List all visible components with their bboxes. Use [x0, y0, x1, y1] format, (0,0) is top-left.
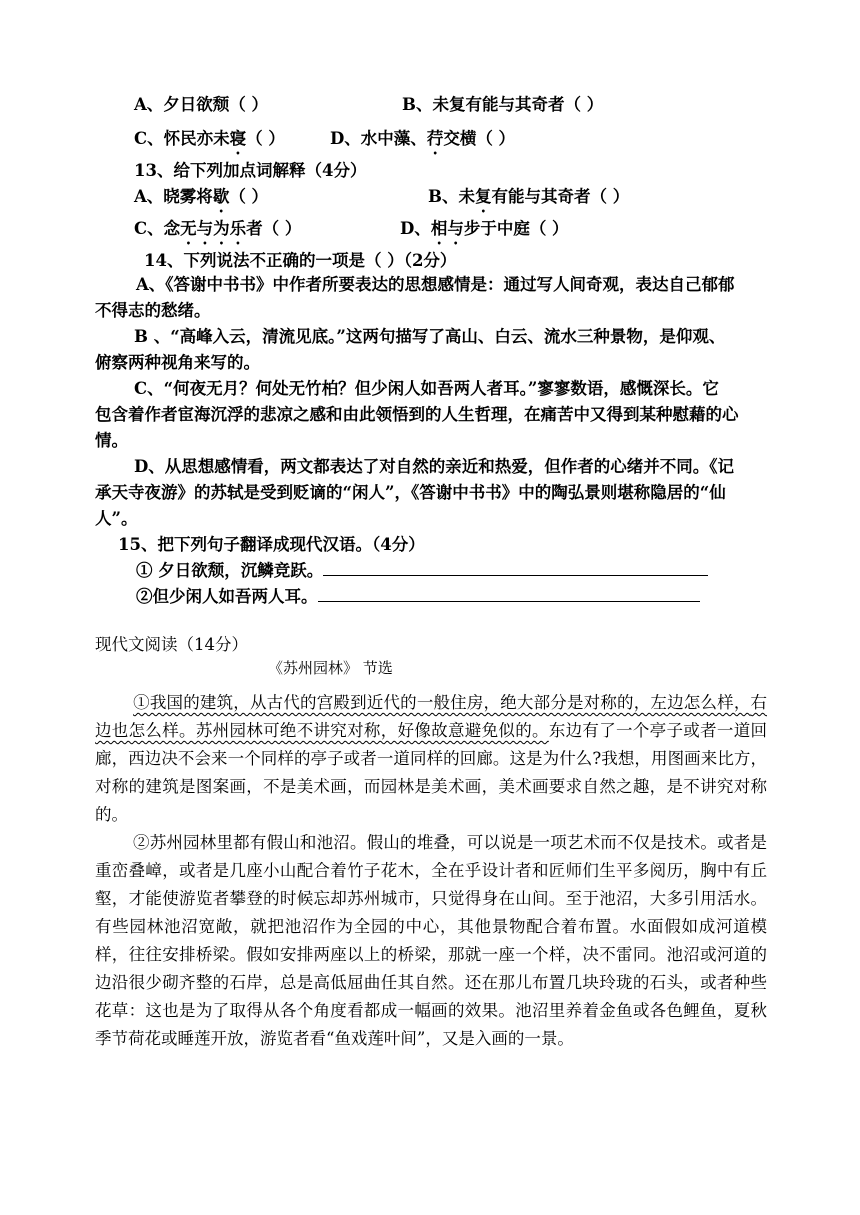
q13-c-dotted-word: 无与为乐	[180, 219, 247, 238]
passage-paragraph-1	[95, 689, 767, 829]
q13-c-text: C、念	[134, 219, 181, 238]
q12-c-dotted-word: 寝	[229, 129, 247, 148]
q12-option-c	[134, 128, 285, 158]
q13-b-dotted-word: 复	[474, 187, 492, 206]
passage-title: 《苏州园林》 节选	[268, 659, 393, 677]
passage-p1-underlined-2: 右边也怎么样。苏州园林可绝不讲究对称，好像故意避免似的。	[95, 693, 767, 740]
q14-title: 14、下列说法不正确的一项是（ ）（2分）	[144, 251, 457, 270]
q14-option-b-line1: B 、“高峰入云，清流见底。”这两句描写了高山、白云、流水三种景物，是仰观、	[134, 327, 726, 346]
q14-option-d-line2: 承天寺夜游》的苏轼是受到贬谪的“闲人”，《答谢中书书》中的陶弘景则堪称隐居的“仙	[95, 483, 726, 502]
passage-p1-underlined-1: ①我国的建筑，从古代的宫殿到近代的一般住房，绝大部分是对称的，左边怎么样，	[133, 693, 751, 712]
passage-p1-rest: 东边有了一个亭子或者一道回廊，西边决不会来一个同样的亭子或者一道同样的回廊。这是为什么?我想，用图画来比方，对称的建筑是图案画，不是美术画，而园林是美术画，美术画要求自然之趣，是不讲究对称的。	[95, 721, 768, 824]
q13-b-text: B、未	[428, 187, 475, 206]
q14-option-c-line2: 包含着作者宦海沉浮的悲凉之感和由此领悟到的人生哲理，在痛苦中又得到某种慰藉的心	[95, 405, 739, 424]
q15-s2-answer-line[interactable]	[318, 587, 700, 602]
q14-option-c-line1: C、“何夜无月？何处无竹柏？但少闲人如吾两人者耳。”寥寥数语，感慨深长。它	[134, 379, 719, 398]
q14-option-d-line1: D、从思想感情看，两文都表达了对自然的亲近和热爱，但作者的心绪并不同。《记	[134, 457, 735, 476]
q12-d-blank: 交横（ ）	[443, 129, 516, 148]
q13-option-b	[428, 186, 629, 216]
q13-b-blank: 有能与其奇者（ ）	[491, 187, 630, 206]
q12-option-a: A、夕日欲颓（ ）	[134, 95, 269, 114]
q12-option-b: B、未复有能与其奇者（ ）	[402, 95, 604, 114]
q13-a-blank: （ ）	[229, 187, 269, 206]
q15-sentence-1	[136, 560, 708, 582]
q13-d-dotted-word: 相与	[430, 219, 464, 238]
q14-option-b-line2: 俯察两种视角来写的。	[95, 353, 260, 372]
q13-a-dotted-word: 歇	[212, 187, 230, 206]
q13-d-blank: 步于中庭（ ）	[463, 219, 569, 238]
q12-c-blank: （ ）	[246, 129, 285, 148]
q13-a-text: A、晓雾将	[134, 187, 213, 206]
passage-paragraph-2: ②苏州园林里都有假山和池沼。假山的堆叠，可以说是一项艺术而不仅是技术。或者是重峦叠嶂，或者是几座小山配合着竹子花木，全在乎设计者和匠师们生平多阅历，胸中有丘壑，才能使游览者攀登的时候忘却苏州城市，只觉得身在山间。至于池沼，大多引用活水。有些园林池沼宽敞，就把池沼作为全园的中心，其他景物配合着布置。水面假如成河道模样，往往安排桥梁。假如安排两座以上的桥梁，那就一座一个样，决不雷同。池沼或河道的边沿很少砌齐整的石岸，总是高低屈曲任其自然。还在那儿布置几块玲珑的石头，或者种些花草：这也是为了取得从各个角度看都成一幅画的效果。池沼里养着金鱼或各色鲤鱼，夏秋季节荷花或睡莲开放，游览者看“鱼戏莲叶间”，又是入画的一景。	[95, 833, 767, 1048]
q12-d-dotted-word: 荇	[426, 129, 444, 148]
q14-option-a-line1: A、《答谢中书书》中作者所要表达的思想感情是：通过写人间奇观，表达自己郁郁	[136, 275, 735, 294]
q14-option-c-line3: 情。	[95, 431, 128, 450]
q12-c-text: C、怀民亦未	[134, 129, 230, 148]
q13-c-blank: 者（ ）	[246, 219, 302, 238]
q13-option-a	[134, 186, 268, 216]
reading-section-title: 现代文阅读（14分）	[95, 635, 248, 654]
q15-s1-answer-line[interactable]	[323, 561, 708, 576]
q15-title: 15、把下列句子翻译成现代汉语。（4分）	[118, 535, 425, 554]
q14-option-a-line2: 不得志的愁绪。	[95, 301, 211, 320]
q15-s1-text: ① 夕日欲颓，沉鳞竞跃。	[136, 561, 324, 580]
q12-d-text: D、水中藻、	[330, 129, 427, 148]
q13-title: 13、给下列加点词解释（4分）	[134, 161, 367, 180]
q13-d-text: D、	[400, 219, 431, 238]
q15-sentence-2	[136, 586, 700, 608]
q15-s2-text: ②但少闲人如吾两人耳。	[136, 587, 318, 606]
q12-option-d	[330, 128, 515, 158]
q14-option-d-line3: 人”。	[95, 509, 138, 528]
q13-option-c	[134, 218, 301, 248]
q13-option-d	[400, 218, 569, 248]
